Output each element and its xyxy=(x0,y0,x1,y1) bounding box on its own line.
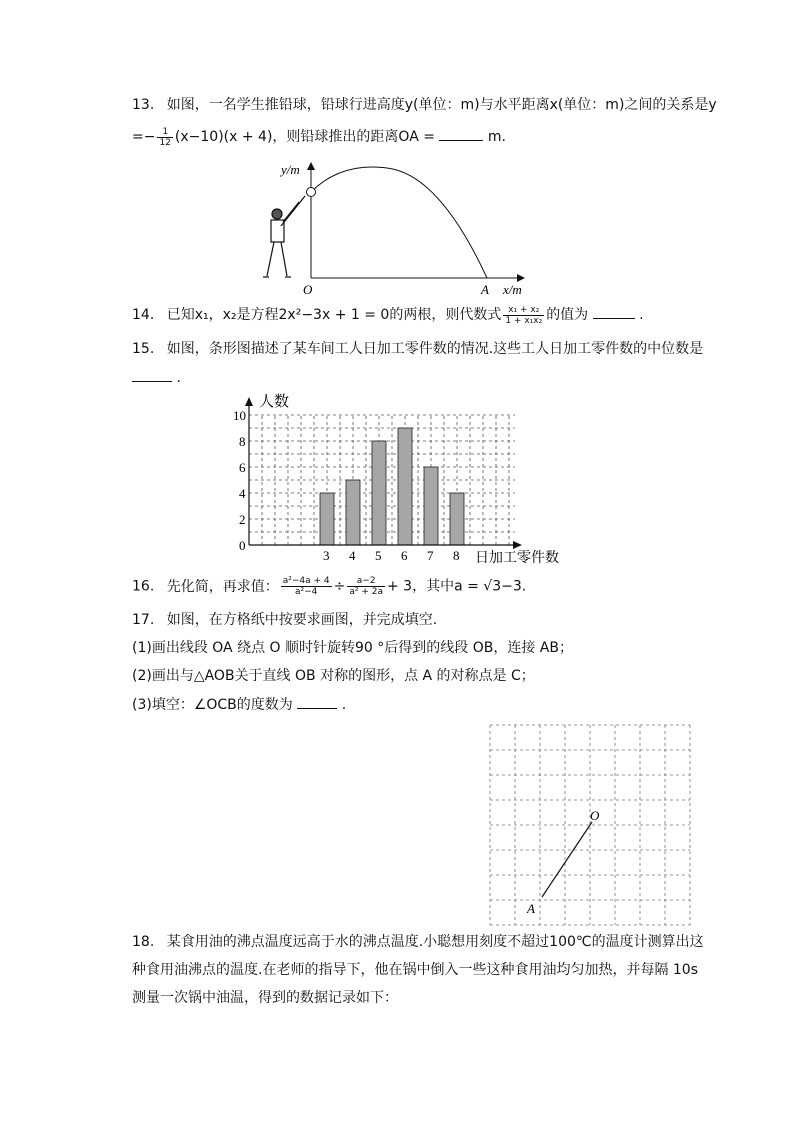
q13-y-label: y/m xyxy=(281,162,300,177)
q14-number: 14. xyxy=(132,307,155,323)
q14-answer-blank[interactable] xyxy=(593,304,635,319)
q16-text-before: 先化简，再求值： xyxy=(166,578,279,595)
bar-7 xyxy=(424,467,438,545)
q18-line1 xyxy=(132,932,704,952)
y-tick-label: 0 xyxy=(239,538,246,553)
x-tick-label: 8 xyxy=(453,548,460,563)
q14-fraction xyxy=(503,305,544,326)
q13-fraction xyxy=(157,127,172,148)
q13-x-arrow-icon xyxy=(517,274,525,282)
q17-answer-blank[interactable] xyxy=(297,694,337,709)
q13-origin-label: O xyxy=(303,282,313,297)
x-tick-label: 7 xyxy=(427,548,434,563)
q16-f2-den: a² + 2a xyxy=(349,587,383,597)
q15-bar-chart xyxy=(225,390,570,568)
q13-line1 xyxy=(132,95,717,115)
x-tick-label: 5 xyxy=(375,548,382,563)
x-tick-label: 4 xyxy=(349,548,356,563)
bar-6 xyxy=(398,428,412,545)
q17-grid-paper xyxy=(485,720,695,930)
q13-frac-den: 12 xyxy=(159,137,171,148)
q13-y-arrow-icon xyxy=(307,162,315,170)
q18-line2: 种食用油沸点的温度.在老师的指导下，他在锅中倒入一些这种食用油均匀加热，并每隔 10s xyxy=(132,962,699,978)
q17-part2: (2)画出与△AOB关于直线 OB 对称的图形，点 A 的对称点是 C； xyxy=(132,668,535,684)
chart-y-title: 人数 xyxy=(259,392,290,410)
y-tick-label: 6 xyxy=(239,460,246,475)
q13-frac-num: 1 xyxy=(157,127,172,138)
q14-line: 14. 已知x₁，x₂是方程2x²−3x + 1 = 0的两根，则代数式 $\frac{\text{x₁ + x₂}}{\text{1 + x₁x₂}}$ 的值为 . xyxy=(132,304,644,326)
y-tick-label: 8 xyxy=(239,434,246,449)
segment-oa xyxy=(542,822,592,897)
q16-line xyxy=(132,576,526,597)
x-tick-label: 3 xyxy=(323,548,330,563)
q18-number: 18. xyxy=(132,934,155,950)
q13-shot-ball xyxy=(307,188,316,197)
q17-part1: (1)画出线段 OA 绕点 O 顺时针旋转90 °后得到的线段 OB，连接 AB； xyxy=(132,640,573,656)
q16-f1-num: a²−4a + 4 xyxy=(282,576,330,586)
q13-line2 xyxy=(132,126,506,148)
q17-part3: (3)填空：∠OCB的度数为 . xyxy=(132,694,346,715)
x-tick-label: 6 xyxy=(401,548,408,563)
bar-8 xyxy=(450,493,464,545)
q13-number: 13. xyxy=(132,97,155,113)
q16-f2-num: a−2 xyxy=(347,576,385,587)
q14-frac-num: x₁ + x₂ xyxy=(503,305,544,316)
bar-4 xyxy=(346,480,360,545)
q17-line1 xyxy=(132,610,437,630)
y-tick-label: 10 xyxy=(233,408,246,423)
point-o-label: O xyxy=(590,808,600,823)
point-a-label: A xyxy=(527,901,535,916)
q15-line1 xyxy=(132,339,703,359)
q18-line3: 测量一次锅中油温，得到的数据记录如下： xyxy=(132,990,398,1006)
q14-text-before: 已知x₁，x₂是方程2x²−3x + 1 = 0的两根，则代数式 xyxy=(166,307,502,323)
q16-number: 16. xyxy=(132,578,155,595)
q17-number: 17. xyxy=(132,612,155,628)
q15-line2: . xyxy=(132,367,181,388)
q13-unit: m. xyxy=(487,129,506,145)
bar-5 xyxy=(372,441,386,545)
q16-fraction-1 xyxy=(281,576,332,597)
q15-answer-blank[interactable] xyxy=(132,367,172,382)
q16-op: ÷ xyxy=(333,578,346,595)
q16-fraction-2 xyxy=(347,576,385,597)
q13-eq-prefix: =− xyxy=(132,129,156,145)
q13-point-a-label: A xyxy=(481,282,489,297)
q16-text-after: + 3，其中a = √3−3. xyxy=(387,578,527,595)
q18-text1: 某食用油的沸点温度远高于水的沸点温度.小聪想用刻度不超过100℃的温度计测算出这 xyxy=(166,934,704,950)
y-tick-label: 2 xyxy=(239,512,246,527)
q14-frac-den: 1 + x₁x₂ xyxy=(505,315,543,326)
chart-bars xyxy=(320,428,464,545)
q13-answer-blank[interactable] xyxy=(439,126,483,141)
q13-x-label: x/m xyxy=(503,282,522,297)
chart-x-arrow-icon xyxy=(513,541,522,549)
student-figure xyxy=(263,196,305,277)
y-tick-label: 4 xyxy=(239,486,246,501)
q13-text: 如图，一名学生推铅球，铅球行进高度y(单位：m)与水平距离x(单位：m)之间的关系是y xyxy=(166,97,717,113)
q17-part3-text: (3)填空：∠OCB的度数为 xyxy=(132,697,293,713)
q17-intro: 如图，在方格纸中按要求画图，并完成填空. xyxy=(166,612,438,628)
q15-text: 如图，条形图描述了某车间工人日加工零件数的情况.这些工人日加工零件数的中位数是 xyxy=(166,341,704,357)
q13-figure xyxy=(255,158,535,298)
q16-f1-den: a²−4 xyxy=(294,587,318,597)
q14-text-after: 的值为 xyxy=(546,307,589,323)
bar-3 xyxy=(320,493,334,545)
chart-y-arrow-icon xyxy=(245,397,253,406)
q13-trajectory xyxy=(311,167,487,278)
q13-eq-suffix: (x−10)(x + 4)，则铅球推出的距离OA = xyxy=(174,129,435,145)
chart-x-title: 日加工零件数 xyxy=(475,550,559,566)
q15-number: 15. xyxy=(132,341,155,357)
